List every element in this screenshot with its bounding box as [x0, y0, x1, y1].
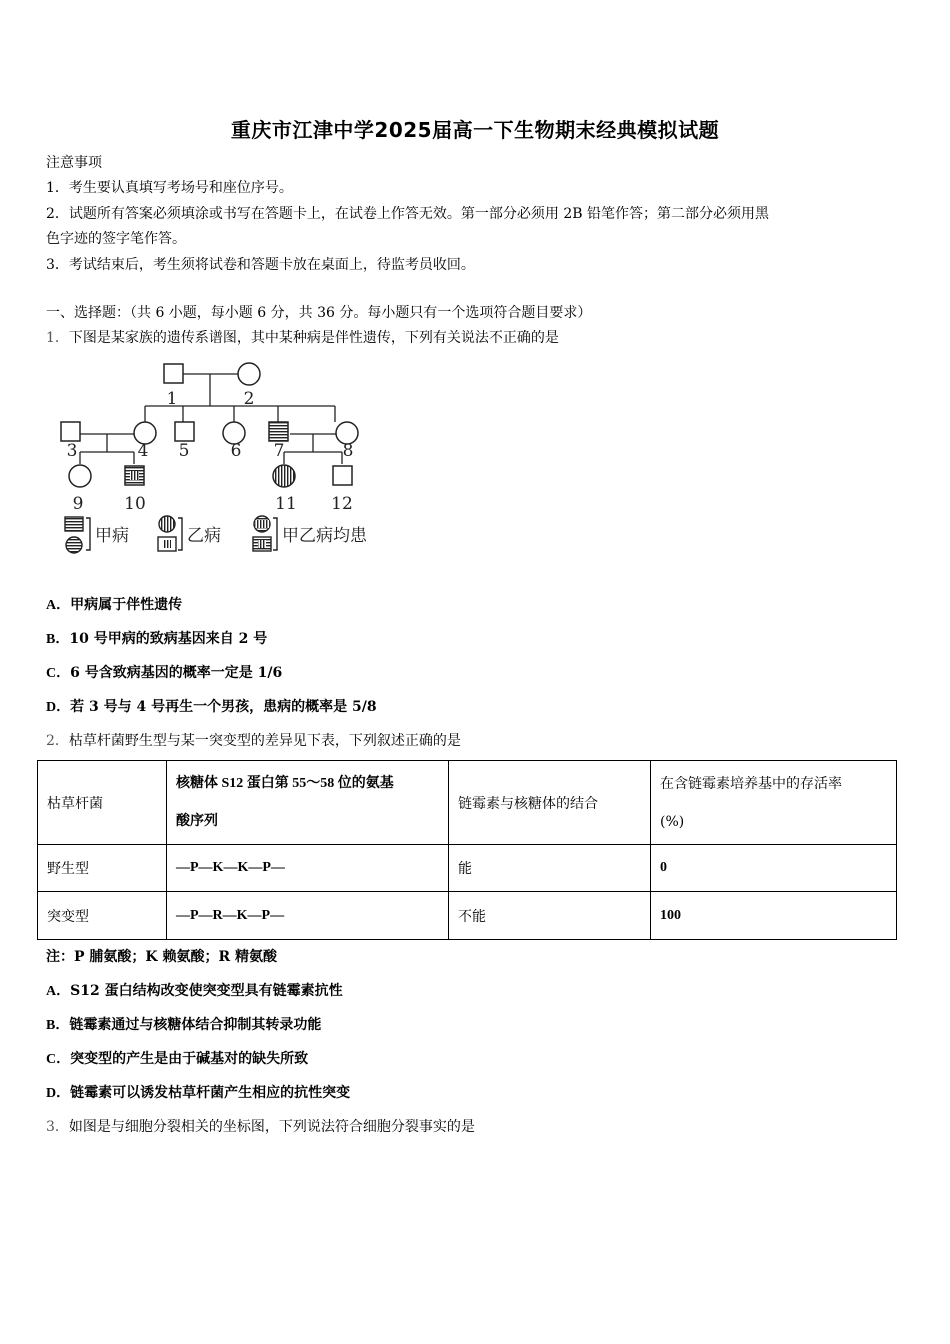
table-cell: —P—R—K—P— — [167, 892, 449, 940]
q1-option-b[interactable]: B．10 号甲病的致病基因来自 2 号 — [46, 631, 268, 647]
pedigree-label-1: 1 — [166, 389, 178, 409]
table-cell: 突变型 — [38, 892, 167, 940]
pedigree-label-6: 6 — [230, 441, 242, 461]
table-cell: 0 — [651, 845, 897, 892]
pedigree-node-2 — [238, 363, 260, 385]
question-number: 2． — [46, 733, 69, 749]
pedigree-node-9 — [69, 465, 91, 487]
question-2 — [46, 730, 461, 750]
page-title: 重庆市江津中学2025届高一下生物期末经典模拟试题 — [230, 118, 720, 142]
pedigree-node-12 — [333, 466, 352, 485]
table-row — [38, 845, 897, 892]
table-header-row — [38, 761, 897, 845]
pedigree-label-10: 10 — [124, 494, 146, 514]
pedigree-label-2: 2 — [243, 389, 255, 409]
legend-label-yi: 乙病 — [187, 526, 221, 546]
pedigree-label-4: 4 — [137, 441, 149, 461]
question-number: 1． — [46, 330, 69, 346]
notice-heading: 注意事项 — [46, 155, 102, 171]
table-header-cell: 核糖体 S12 蛋白第 55～58 位的氨基 酸序列 — [167, 761, 449, 845]
pedigree-label-5: 5 — [178, 441, 190, 461]
legend-square-jia — [65, 517, 83, 531]
table-header-cell: 枯草杆菌 — [38, 761, 167, 845]
pedigree-node-5 — [175, 422, 194, 441]
q1-option-d[interactable]: D．若 3 号与 4 号再生一个男孩，患病的概率是 5/8 — [46, 699, 377, 715]
q1-option-c[interactable]: C．6 号含致病基因的概率一定是 1/6 — [46, 665, 283, 681]
table-cell: —P—K—K—P— — [167, 845, 449, 892]
q2-option-d[interactable]: D．链霉素可以诱发枯草杆菌产生相应的抗性突变 — [46, 1085, 351, 1101]
pedigree-chart — [50, 356, 400, 566]
pedigree-node-1 — [164, 364, 183, 383]
question-text: 如图是与细胞分裂相关的坐标图，下列说法符合细胞分裂事实的是 — [68, 1119, 475, 1135]
table-note: 注：P 脯氨酸；K 赖氨酸；R 精氨酸 — [46, 949, 277, 965]
table-cell: 野生型 — [38, 845, 167, 892]
table-header-cell: 链霉素与核糖体的结合 — [449, 761, 651, 845]
legend-label-jia: 甲病 — [95, 526, 129, 546]
q2-option-c[interactable]: C．突变型的产生是由于碱基对的缺失所致 — [46, 1051, 309, 1067]
question-number: 3． — [46, 1119, 69, 1135]
legend-label-both: 甲乙病均患 — [282, 526, 367, 546]
comparison-table — [37, 760, 897, 940]
pedigree-node-7 — [269, 422, 288, 441]
pedigree-label-12: 12 — [331, 494, 353, 514]
legend-circle-jia — [66, 537, 82, 553]
pedigree-label-8: 8 — [342, 441, 354, 461]
question-text: 枯草杆菌野生型与某一突变型的差异见下表，下列叙述正确的是 — [68, 733, 461, 749]
pedigree-label-9: 9 — [72, 494, 84, 514]
section-heading: 一、选择题：（共 6 小题，每小题 6 分，共 36 分。每小题只有一个选项符合题目要求） — [46, 305, 592, 321]
table-row — [38, 892, 897, 940]
pedigree-label-3: 3 — [66, 441, 78, 461]
table-header-cell: 在含链霉素培养基中的存活率 (%) — [651, 761, 897, 845]
question-1 — [46, 327, 559, 347]
pedigree-label-11: 11 — [275, 494, 297, 514]
notice-item-2-cont: 色字迹的签字笔作答。 — [46, 231, 186, 247]
pedigree-node-11 — [273, 465, 295, 487]
table-cell: 100 — [651, 892, 897, 940]
table-cell: 能 — [449, 845, 651, 892]
q2-option-b[interactable]: B．链霉素通过与核糖体结合抑制其转录功能 — [46, 1017, 322, 1033]
q2-option-a[interactable]: A．S12 蛋白结构改变使突变型具有链霉素抗性 — [46, 983, 343, 999]
pedigree-node-3 — [61, 422, 80, 441]
notice-item-3: 3．考试结束后，考生须将试卷和答题卡放在桌面上，待监考员收回。 — [46, 257, 475, 273]
table-cell: 不能 — [449, 892, 651, 940]
question-text: 下图是某家族的遗传系谱图，其中某种病是伴性遗传，下列有关说法不正确的是 — [68, 330, 559, 346]
legend-circle-yi — [159, 516, 175, 532]
q1-option-a[interactable]: A．甲病属于伴性遗传 — [46, 597, 183, 613]
notice-item-1: 1．考生要认真填写考场号和座位序号。 — [46, 180, 293, 196]
notice-item-2: 2．试题所有答案必须填涂或书写在答题卡上，在试卷上作答无效。第一部分必须用 2B 铅笔作答；第二部分必须用黑 — [46, 206, 769, 222]
question-3 — [46, 1116, 475, 1136]
pedigree-label-7: 7 — [273, 441, 285, 461]
